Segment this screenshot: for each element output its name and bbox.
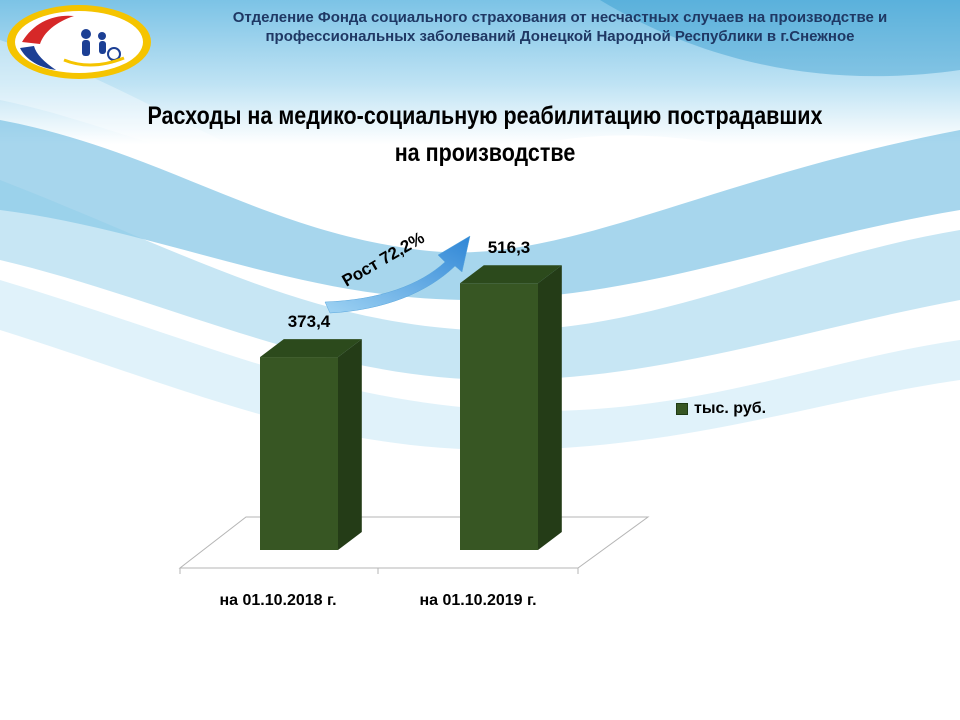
chart-title-line-2: на производстве — [394, 139, 576, 167]
legend-label: тыс. руб. — [694, 400, 767, 417]
legend-swatch — [676, 403, 688, 415]
bar-value-label: 373,4 — [287, 312, 331, 332]
chart-floor — [180, 517, 648, 568]
chart-legend — [676, 400, 766, 418]
category-label: на 01.10.2018 г. — [219, 592, 337, 609]
organization-line-1: Отделение Фонда социального страхования от несчастных случаев на производстве и — [232, 9, 888, 26]
bar-front — [260, 357, 338, 550]
bar-value-label: 516,3 — [487, 238, 531, 258]
growth-label: Рост 72,2% — [338, 228, 428, 291]
chart-title-line-1: Расходы на медико-социальную реабилитацию пострадавших — [147, 102, 823, 130]
organization-line-2: профессиональных заболеваний Донецкой Народной Республики в г.Снежное — [265, 28, 855, 45]
bar-front — [460, 283, 538, 550]
bar-side — [338, 339, 362, 550]
bar-side — [538, 265, 562, 550]
category-label: на 01.10.2019 г. — [419, 592, 537, 609]
